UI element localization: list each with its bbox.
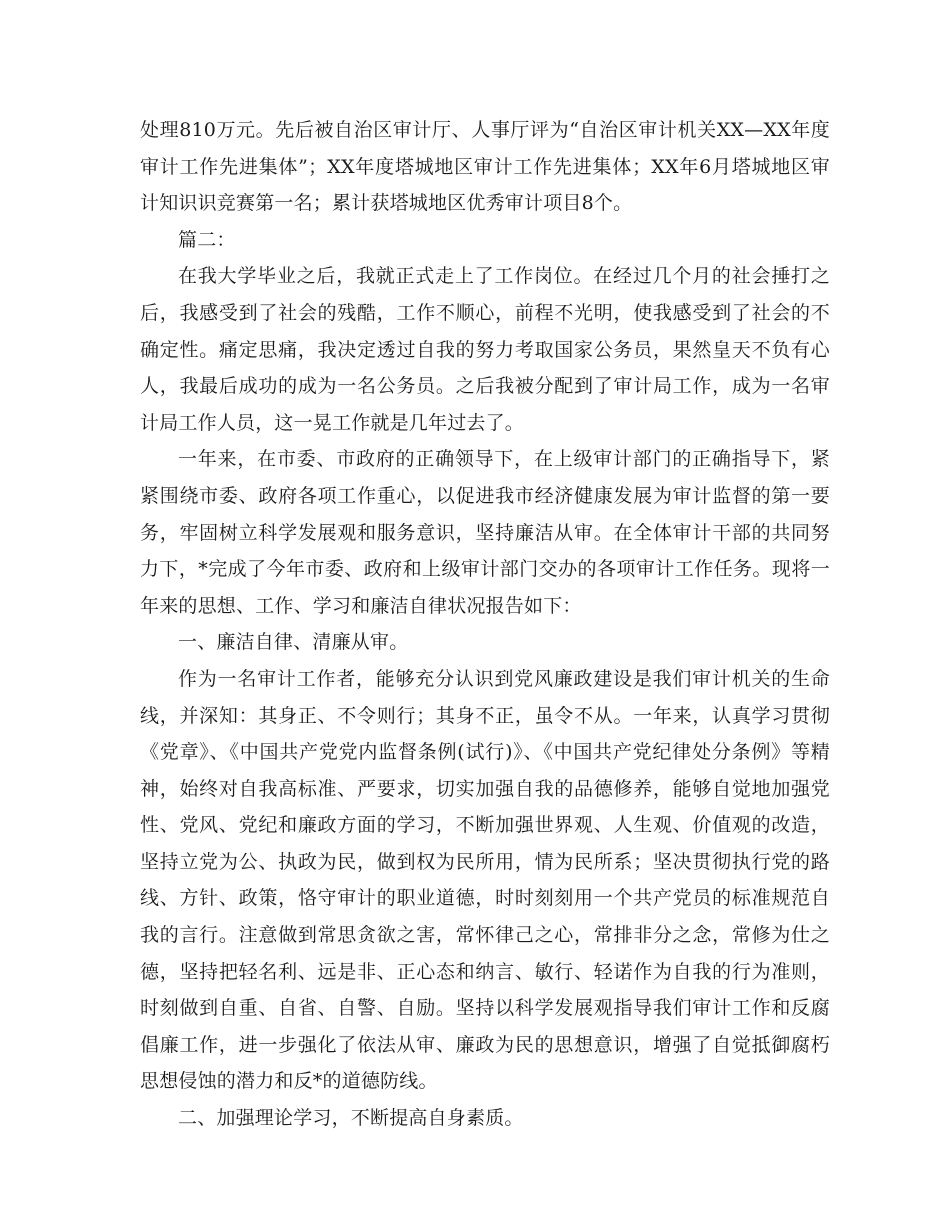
paragraph-year-overview: 一年来，在市委、市政府的正确领导下，在上级审计部门的正确指导下，紧紧围绕市委、政府各项工作重心，以促进我市经济健康发展为审计监督的第一要务，牢固树立科学发展观和服务意识，坚持廉洁从审。在全体审计干部的共同努力下，*完成了今年市委、政府和上级审计部门交办的各项审计工作任务。现将一年来的思想、工作、学习和廉洁自律状况报告如下： <box>140 448 830 617</box>
paragraph-career-start: 在我大学毕业之后，我就正式走上了工作岗位。在经过几个月的社会捶打之后，我感受到了社会的残酷，工作不顺心，前程不光明，使我感受到了社会的不确定性。痛定思痛，我决定透过自我的努力考取国家公务员，果然皇天不负有心人，我最后成功的成为一名公务员。之后我被分配到了审计局工作，成为一名审计局工作人员，这一晃工作就是几年过去了。 <box>140 265 830 434</box>
heading-integrity-self-discipline: 一、廉洁自律、清廉从审。 <box>178 631 409 654</box>
section-heading-part-two: 篇二： <box>178 228 236 251</box>
paragraph-integrity-details: 作为一名审计工作者，能够充分认识到党风廉政建设是我们审计机关的生命线，并深知：其身正、不令则行；其身不正，虽令不从。一年来，认真学习贯彻《党章》、《中国共产党党内监督条例(试行)》、《中国共产党纪律处分条例》等精神，始终对自我高标准、严要求，切实加强自我的品德修养，能够自觉地加强党性、党风、党纪和廉政方面的学习，不断加强世界观、人生观、价值观的改造，坚持立党为公、执政为民，做到权为民所用，情为民所系；坚决贯彻执行党的路线、方针、政策，恪守审计的职业道德，时时刻刻用一个共产党员的标准规范自我的言行。注意做到常思贪欲之害，常怀律己之心，常排非分之念，常修为仕之德，坚持把轻名利、远是非、正心态和纳言、敏行、轻诺作为自我的行为准则，时刻做到自重、自省、自警、自励。坚持以科学发展观指导我们审计工作和反腐倡廉工作，进一步强化了依法从审、廉政为民的思想意识，增强了自觉抵御腐朽思想侵蚀的潜力和反*的道德防线。 <box>140 667 830 1093</box>
document-body <box>140 112 830 1137</box>
paragraph-award-summary: 处理810万元。先后被自治区审计厅、人事厅评为“自治区审计机关XX—XX年度审计工作先进集体”；XX年度塔城地区审计工作先进集体；XX年6月塔城地区审计知识识竞赛第一名；累计获塔城地区优秀审计项目8个。 <box>140 119 830 215</box>
heading-theory-study: 二、加强理论学习，不断提高自身素质。 <box>178 1107 524 1130</box>
